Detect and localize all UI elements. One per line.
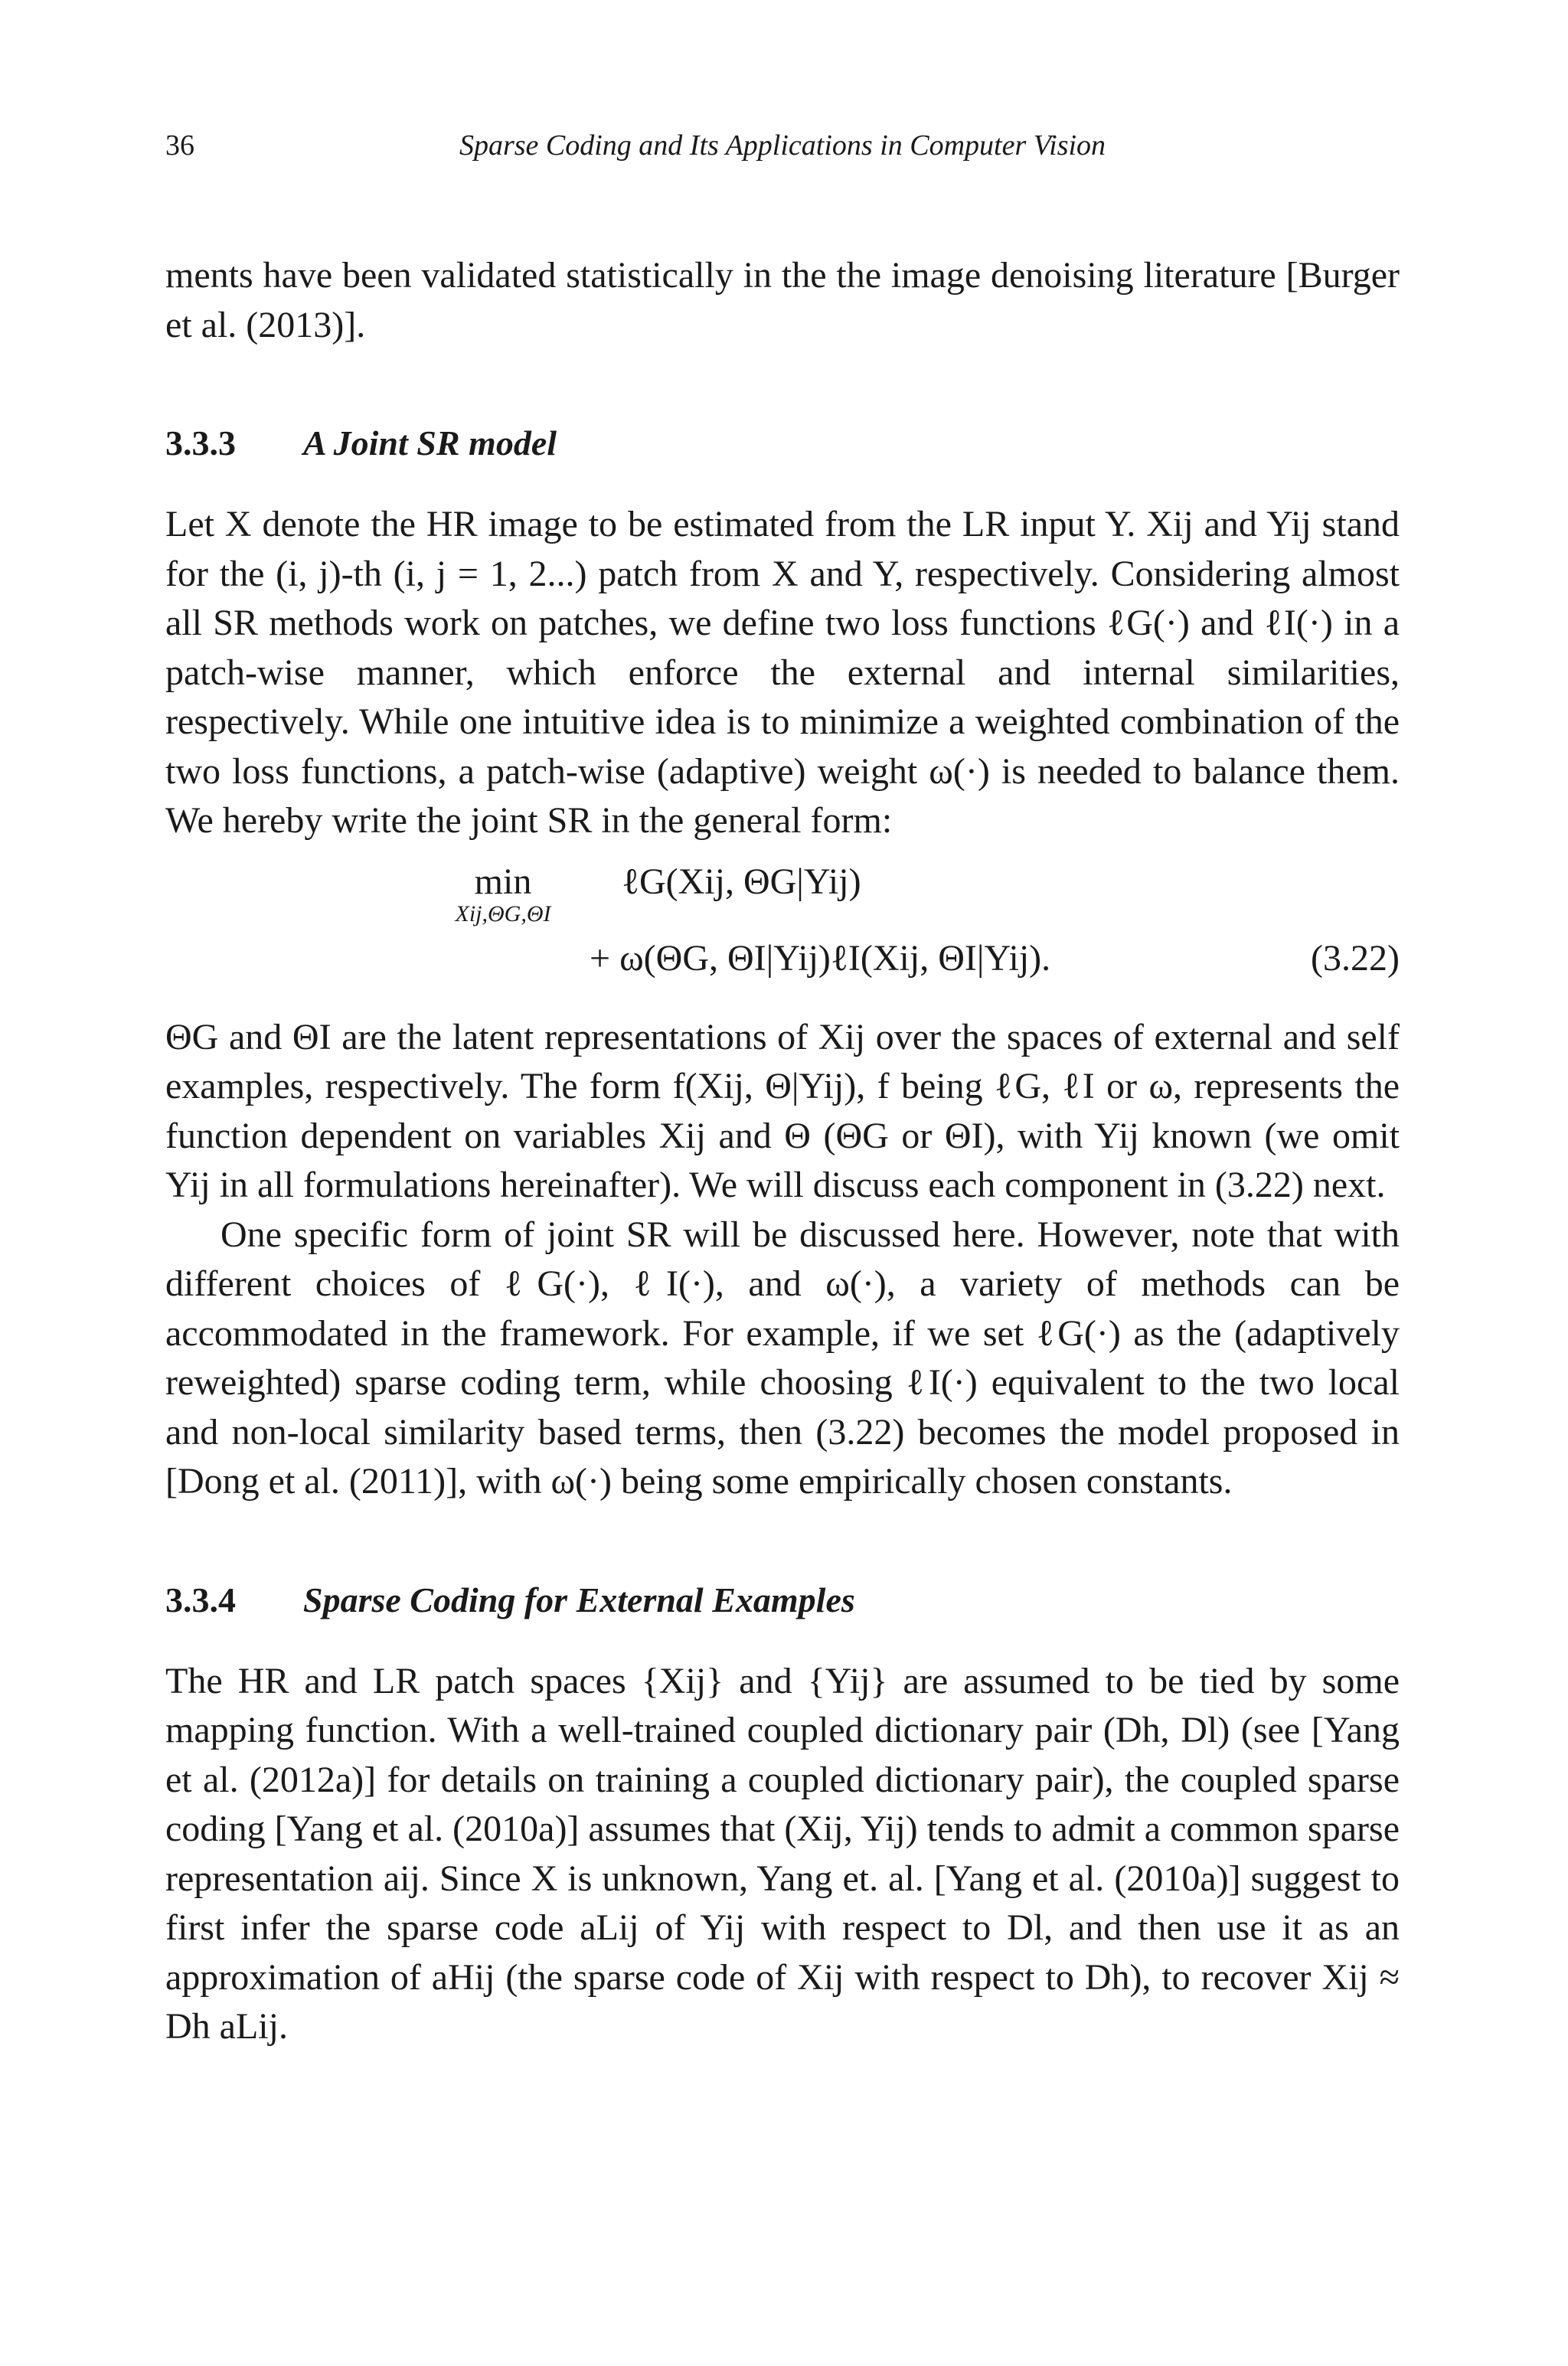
- equation-min-operator: min Xij,ΘG,ΘI: [446, 861, 560, 926]
- section-number: 3.3.3: [165, 423, 236, 462]
- equation-number: (3.22): [1311, 937, 1400, 979]
- equation-line-1: ℓG(Xij, ΘG|Yij): [622, 861, 861, 902]
- equation-min-subscript: Xij,ΘG,ΘI: [455, 900, 551, 926]
- section-heading-sparse-coding: [165, 1576, 1400, 1625]
- running-head: [165, 123, 1400, 168]
- section-title: A Joint SR model: [303, 423, 557, 462]
- section-number: 3.3.4: [165, 1580, 236, 1619]
- section-heading-joint-sr: [165, 419, 1400, 468]
- paragraph-joint-sr-intro: Let X denote the HR image to be estimated from the LR input Y. Xij and Yij stand for the (i, j)-th (i, j = 1, 2...) patch from X and Y, respectively. Considering almost all SR methods work on patches, we define two loss functions ℓG(·) and ℓI(·) in a patch-wise manner, which enforce the external and internal similarities, respectively. While one intuitive idea is to minimize a weighted combination of the two loss functions, a patch-wise (adaptive) weight ω(·) is needed to balance them. We hereby write the joint SR in the general form:: [165, 504, 1400, 841]
- paragraph-specific-form: One specific form of joint SR will be discussed here. However, note that with different choices of ℓG(·), ℓI(·), and ω(·), a variety of methods can be accommodated in the framework. For example, if we set ℓG(·) as the (adaptively reweighted) sparse coding term, while choosing ℓI(·) equivalent to the two local and non-local similarity based terms, then (3.22) becomes the model proposed in [Dong et al. (2011)], with ω(·) being some empirically chosen constants.: [165, 1214, 1400, 1502]
- equation-3-22: [165, 861, 1400, 1007]
- page: [165, 123, 1400, 2052]
- section-title: Sparse Coding for External Examples: [303, 1580, 855, 1619]
- paragraph-latent-representations: ΘG and ΘI are the latent representations of Xij over the spaces of external and self examples, respectively. The form f(Xij, Θ|Yij), f being ℓG, ℓI or ω, represents the function dependent on variables Xij and Θ (ΘG or ΘI), with Yij known (we omit Yij in all formulations hereinafter). We will discuss each component in (3.22) next.: [165, 1016, 1400, 1205]
- paragraph-coupled-dictionary: The HR and LR patch spaces {Xij} and {Yij} are assumed to be tied by some mapping function. With a well-trained coupled dictionary pair (Dh, Dl) (see [Yang et al. (2012a)] for details on training a coupled dictionary pair), the coupled sparse coding [Yang et al. (2010a)] assumes that (Xij, Yij) tends to admit a common sparse representation aij. Since X is unknown, Yang et. al. [Yang et al. (2010a)] suggest to first infer the sparse code aLij of Yij with respect to Dl, and then use it as an approximation of aHij (the sparse code of Xij with respect to Dh), to recover Xij ≈ Dh aLij.: [165, 1660, 1400, 2047]
- equation-line-2: + ω(ΘG, ΘI|Yij)ℓI(Xij, ΘI|Yij).: [590, 937, 1051, 979]
- running-title: Sparse Coding and Its Applications in Computer Vision: [459, 129, 1106, 162]
- paragraph-continuation: ments have been validated statistically in the the image denoising literature [Burger et al. (2013)].: [165, 255, 1400, 345]
- page-number: 36: [165, 129, 194, 162]
